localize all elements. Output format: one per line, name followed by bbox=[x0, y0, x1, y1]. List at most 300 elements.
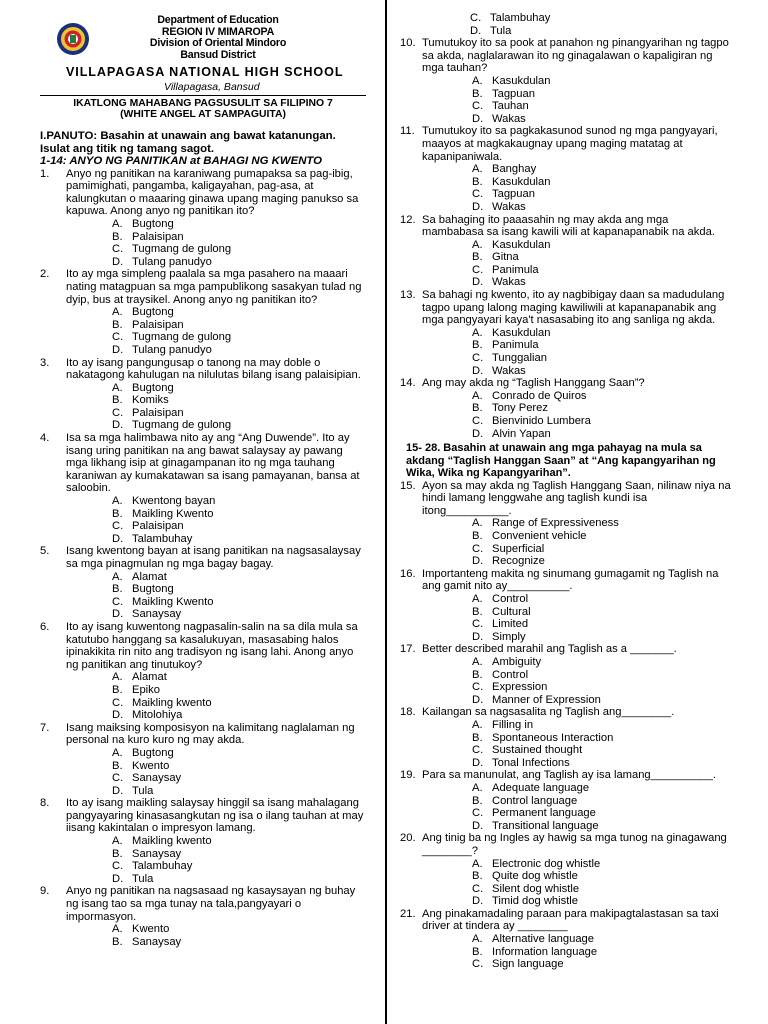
option-text: Tagpuan bbox=[492, 188, 535, 201]
question-text: Ang pinakamadaling paraan para makipagtalastasan sa taxi driver at tindera ay ________ bbox=[422, 907, 719, 933]
option bbox=[472, 593, 732, 606]
option bbox=[112, 407, 366, 420]
option-text: Control bbox=[492, 593, 529, 606]
option-text: Recognize bbox=[492, 555, 545, 568]
continued-options bbox=[400, 12, 732, 37]
option-letter: A. bbox=[472, 718, 483, 731]
right-column bbox=[400, 12, 732, 971]
question-item bbox=[40, 168, 366, 269]
option bbox=[472, 732, 732, 745]
option-letter: B. bbox=[112, 759, 123, 772]
question-text: Tumutukoy ito sa pook at panahon ng pinangyarihan ng tagpo sa akda, naglalarawan ito ng ginagalawan o kapaligiran ng mga tauhan? bbox=[422, 37, 729, 75]
option-text: Bugtong bbox=[132, 583, 174, 596]
option-text: Information language bbox=[492, 945, 598, 958]
option-letter: B. bbox=[472, 175, 483, 188]
option bbox=[472, 757, 732, 770]
exam-title-block bbox=[40, 98, 366, 120]
option bbox=[472, 782, 732, 795]
school-name: VILLAPAGASA NATIONAL HIGH SCHOOL bbox=[66, 65, 344, 79]
option-letter: C. bbox=[112, 331, 124, 344]
question-row bbox=[400, 125, 732, 163]
option-text: Maikling Kwento bbox=[132, 595, 214, 608]
option-text: Sanaysay bbox=[132, 935, 182, 948]
option-letter: A. bbox=[472, 933, 483, 946]
option-list bbox=[400, 656, 732, 706]
option-text: Alvin Yapan bbox=[492, 427, 551, 440]
option-letter: C. bbox=[112, 243, 124, 256]
question-text: Ito ay isang maikling salaysay hinggil sa isang mahalagang pangyayaring kinasasangkutan ng isa o ilang tauhan at may iisang kakintalan o impresyon lamang. bbox=[66, 797, 364, 835]
question-item bbox=[400, 37, 732, 125]
option-text: Wakas bbox=[492, 200, 526, 213]
question-number: 21. bbox=[400, 907, 416, 920]
question-text: Sa bahagi ng kwento, ito ay nagbibigay daan sa madudulang tagpo upang lalong maging kawiliwili at kapanapanabik ang mga pangyayari kaya't nasasabing ito ang sanliga ng akda. bbox=[422, 289, 725, 327]
option-letter: B. bbox=[472, 870, 483, 883]
option-text: Mitolohiya bbox=[132, 709, 183, 722]
option bbox=[472, 327, 732, 340]
question-row bbox=[40, 432, 366, 495]
question-text: Anyo ng panitikan na nagsasaad ng kasaysayan ng buhay ng isang tao sa mga tunay na tala,pangyayari o impormasyon. bbox=[66, 885, 356, 923]
option bbox=[112, 596, 366, 609]
option-letter: B. bbox=[472, 339, 483, 352]
question-text: Isang maiksing komposisyon na kalimitang naglalaman ng personal na kuro kuro ng may akda. bbox=[66, 721, 355, 747]
option-letter: B. bbox=[112, 935, 123, 948]
option bbox=[112, 382, 366, 395]
option-text: Alamat bbox=[132, 570, 167, 583]
option-text: Conrado de Quiros bbox=[492, 389, 587, 402]
option-text: Panimula bbox=[492, 263, 539, 276]
option-letter: D. bbox=[472, 200, 484, 213]
question-row bbox=[400, 289, 732, 327]
option-list bbox=[40, 923, 366, 948]
option-text: Gitna bbox=[492, 251, 519, 264]
option-text: Limited bbox=[492, 618, 529, 631]
option-letter: B. bbox=[472, 87, 483, 100]
option-text: Wakas bbox=[492, 112, 526, 125]
question-row bbox=[40, 545, 366, 570]
option-letter: D. bbox=[112, 784, 124, 797]
option-list bbox=[40, 835, 366, 885]
option bbox=[112, 873, 366, 886]
question-row bbox=[400, 643, 732, 656]
option-text: Tula bbox=[490, 24, 512, 37]
question-row bbox=[40, 621, 366, 671]
option bbox=[112, 331, 366, 344]
option-text: Maikling Kwento bbox=[132, 507, 214, 520]
option-letter: A. bbox=[112, 570, 123, 583]
option-letter: D. bbox=[472, 693, 484, 706]
option-letter: A. bbox=[472, 389, 483, 402]
option-text: Tugmang de gulong bbox=[132, 331, 232, 344]
question-text: Ito ay isang kuwentong nagpasalin-salin na sa dila mula sa katutubo hanggang sa kasalukuyan, masasabing halos ipinakikita rin nito ang tradisyon ng isang lahi. Anong anyo ng panitikan ang tinutukoy? bbox=[66, 620, 358, 671]
header bbox=[40, 12, 366, 121]
option bbox=[472, 251, 732, 264]
option-letter: C. bbox=[112, 406, 124, 419]
option bbox=[112, 671, 366, 684]
option bbox=[472, 820, 732, 833]
option bbox=[112, 747, 366, 760]
option-letter: C. bbox=[472, 263, 484, 276]
left-column bbox=[40, 12, 366, 948]
section-1-title: 1-14: ANYO NG PANITIKAN at BAHAGI NG KWENTO bbox=[40, 155, 323, 167]
option-text: Palaisipan bbox=[132, 230, 184, 243]
question-item bbox=[40, 722, 366, 798]
option bbox=[112, 394, 366, 407]
question-row bbox=[400, 37, 732, 75]
option-list bbox=[400, 719, 732, 769]
exam-title: IKATLONG MAHABANG PAGSUSULIT SA FILIPINO 7 bbox=[73, 98, 333, 109]
option-letter: C. bbox=[472, 188, 484, 201]
option bbox=[472, 681, 732, 694]
agency-block bbox=[98, 15, 338, 61]
option-letter: A. bbox=[472, 517, 483, 530]
option-text: Kasukdulan bbox=[492, 326, 551, 339]
option bbox=[472, 415, 732, 428]
question-text: Ito ay mga simpleng paalala sa mga pasahero na maaari nating matagpuan sa mga pampublikong sasakyan tulad ng dyip, bus at traysikel. Anong anyo ng panitikan ito? bbox=[66, 268, 362, 306]
question-number: 19. bbox=[400, 769, 416, 782]
option-letter: C. bbox=[112, 520, 124, 533]
question-text: Kailangan sa nagsasalita ng Taglish ang________. bbox=[422, 706, 675, 719]
option-text: Timid dog whistle bbox=[492, 895, 579, 908]
option-text: Bienvinido Lumbera bbox=[492, 415, 591, 427]
question-item bbox=[400, 568, 732, 644]
option bbox=[472, 239, 732, 252]
option bbox=[472, 188, 732, 201]
option-letter: D. bbox=[472, 276, 484, 289]
option-text: Filling in bbox=[492, 718, 534, 731]
option-text: Banghay bbox=[492, 163, 537, 176]
division-line: Division of Oriental Mindoro bbox=[149, 37, 287, 49]
option-letter: B. bbox=[112, 683, 123, 696]
option bbox=[472, 543, 732, 556]
option bbox=[470, 12, 732, 25]
option-letter: A. bbox=[112, 923, 123, 936]
question-item bbox=[400, 706, 732, 769]
option-letter: D. bbox=[470, 24, 482, 37]
option-letter: C. bbox=[112, 696, 124, 709]
option-list bbox=[40, 382, 366, 432]
option bbox=[472, 428, 732, 441]
question-row bbox=[40, 357, 366, 382]
option-list bbox=[400, 933, 732, 971]
question-row bbox=[400, 214, 732, 239]
question-item bbox=[40, 885, 366, 948]
option-letter: B. bbox=[472, 668, 483, 681]
option bbox=[472, 201, 732, 214]
question-row bbox=[400, 377, 732, 390]
question-number: 15. bbox=[400, 479, 416, 492]
option bbox=[472, 656, 732, 669]
section-2-title: 15- 28. Basahin at unawain ang mga pahayag na mula sa akdang “Taglish Hanggan Saan” at “Ang kapangyarihan ng Wika, Wika ng Kapangyarihan”. bbox=[406, 442, 716, 480]
header-rule bbox=[40, 95, 366, 96]
option-letter: C. bbox=[472, 415, 484, 427]
option-text: Bugtong bbox=[132, 217, 174, 230]
option-text: Tula bbox=[132, 872, 154, 885]
option-list bbox=[400, 782, 732, 832]
option bbox=[112, 760, 366, 773]
option-list bbox=[400, 327, 732, 377]
question-row bbox=[400, 769, 732, 782]
question-number: 8. bbox=[40, 797, 50, 810]
option-letter: A. bbox=[472, 656, 483, 668]
option bbox=[472, 795, 732, 808]
option bbox=[112, 256, 366, 269]
column-divider bbox=[385, 0, 387, 1024]
option-text: Panimula bbox=[492, 339, 539, 352]
option-text: Expression bbox=[492, 681, 548, 694]
option-letter: A. bbox=[472, 857, 483, 870]
question-text: Ang may akda ng “Taglish Hanggang Saan”? bbox=[422, 377, 645, 390]
option bbox=[112, 936, 366, 949]
option-letter: C. bbox=[112, 595, 124, 608]
question-text: Isa sa mga halimbawa nito ay ang “Ang Duwende”. Ito ay isang uring panitikan na ang bawat salaysay ay pawang mga likhang isip at ginagampanan ito ng mga tauhang karaniwan ay kumakatawan sa isang pamayanan, bansa at saloobin. bbox=[66, 432, 360, 495]
option-list bbox=[40, 747, 366, 797]
option bbox=[472, 75, 732, 88]
question-row bbox=[400, 706, 732, 719]
option bbox=[472, 807, 732, 820]
question-row bbox=[40, 885, 366, 923]
option bbox=[112, 835, 366, 848]
option-letter: D. bbox=[112, 419, 124, 432]
option-letter: D. bbox=[112, 255, 124, 268]
option-list bbox=[40, 218, 366, 268]
option-text: Range of Expressiveness bbox=[492, 517, 619, 530]
question-text: Isang kwentong bayan at isang panitikan na nagsasalaysay sa mga pinagmulan ng mga bagay bagay. bbox=[66, 545, 361, 570]
option-text: Bugtong bbox=[132, 306, 174, 319]
question-item bbox=[400, 480, 732, 568]
school-seal-icon bbox=[56, 22, 90, 56]
option-letter: B. bbox=[112, 847, 123, 860]
option-letter: A. bbox=[472, 74, 483, 87]
option-letter: B. bbox=[112, 394, 123, 407]
question-item bbox=[400, 289, 732, 377]
option bbox=[472, 100, 732, 113]
option-letter: A. bbox=[112, 835, 123, 848]
option bbox=[472, 870, 732, 883]
question-text: Better described marahil ang Taglish as a _______. bbox=[422, 643, 677, 656]
option-letter: A. bbox=[112, 746, 123, 759]
option bbox=[112, 319, 366, 332]
option-text: Tugmang de gulong bbox=[132, 419, 232, 432]
option-text: Convenient vehicle bbox=[492, 530, 587, 543]
option-list bbox=[400, 75, 732, 125]
option bbox=[472, 352, 732, 365]
option bbox=[472, 895, 732, 908]
option-letter: A. bbox=[472, 163, 483, 176]
option-text: Komiks bbox=[132, 394, 169, 407]
option-text: Kasukdulan bbox=[492, 175, 551, 188]
option-letter: B. bbox=[472, 731, 483, 744]
option bbox=[472, 88, 732, 101]
option-text: Superficial bbox=[492, 542, 545, 555]
question-item bbox=[400, 832, 732, 908]
question-number: 16. bbox=[400, 567, 416, 580]
option bbox=[472, 958, 732, 971]
option-text: Kwento bbox=[132, 923, 170, 936]
question-row bbox=[40, 722, 366, 747]
option bbox=[472, 530, 732, 543]
option bbox=[472, 858, 732, 871]
option-text: Sanaysay bbox=[132, 772, 182, 785]
option bbox=[472, 744, 732, 757]
option-text: Electronic dog whistle bbox=[492, 857, 601, 870]
option bbox=[472, 390, 732, 403]
question-row bbox=[400, 480, 732, 518]
question-number: 17. bbox=[400, 643, 416, 656]
question-number: 3. bbox=[40, 356, 50, 369]
question-text: Tumutukoy ito sa pagkakasunod sunod ng mga pangyayari, maayos at magkakaugnay upang maging matatag at kapanipaniwala. bbox=[422, 125, 718, 163]
question-item bbox=[40, 357, 366, 433]
school-address: Villapagasa, Bansud bbox=[164, 81, 260, 93]
option-text: Cultural bbox=[492, 605, 531, 618]
question-item bbox=[400, 769, 732, 832]
option-text: Bugtong bbox=[132, 746, 174, 759]
option-letter: A. bbox=[472, 326, 483, 339]
question-number: 5. bbox=[40, 545, 50, 558]
option-letter: B. bbox=[472, 530, 483, 543]
question-number: 20. bbox=[400, 832, 416, 845]
right-question-list-a bbox=[400, 37, 732, 440]
option-text: Control bbox=[492, 668, 529, 681]
option-letter: A. bbox=[472, 781, 483, 794]
right-question-list-b bbox=[400, 480, 732, 971]
option-text: Control language bbox=[492, 794, 578, 807]
option-letter: D. bbox=[112, 608, 124, 621]
option bbox=[112, 306, 366, 319]
question-number: 12. bbox=[400, 213, 416, 226]
option bbox=[472, 276, 732, 289]
option bbox=[112, 709, 366, 722]
option bbox=[472, 339, 732, 352]
option bbox=[112, 495, 366, 508]
question-item bbox=[400, 125, 732, 213]
option-letter: D. bbox=[472, 427, 484, 440]
question-number: 7. bbox=[40, 721, 50, 734]
option bbox=[472, 933, 732, 946]
option-text: Spontaneous Interaction bbox=[492, 731, 614, 744]
option bbox=[112, 508, 366, 521]
option-list bbox=[400, 517, 732, 567]
option bbox=[472, 163, 732, 176]
option bbox=[112, 697, 366, 710]
option-text: Palaisipan bbox=[132, 406, 184, 419]
option-letter: D. bbox=[472, 895, 484, 908]
option-text: Kwentong bayan bbox=[132, 495, 216, 508]
option-letter: C. bbox=[472, 958, 484, 971]
option-letter: B. bbox=[472, 794, 483, 807]
option-text: Wakas bbox=[492, 364, 526, 377]
option bbox=[112, 785, 366, 798]
question-number: 13. bbox=[400, 289, 416, 302]
option-text: Quite dog whistle bbox=[492, 870, 578, 883]
option-text: Tony Perez bbox=[492, 402, 548, 415]
option bbox=[112, 419, 366, 432]
option-letter: A. bbox=[112, 671, 123, 684]
question-text: Ayon sa may akda ng Taglish Hanggang Saan, nilinaw niya na hindi lamang lenggwahe ang taglish kundi isa itong__________. bbox=[422, 479, 731, 517]
option bbox=[472, 719, 732, 732]
option-text: Adequate language bbox=[492, 781, 590, 794]
option bbox=[112, 520, 366, 533]
option bbox=[472, 555, 732, 568]
question-item bbox=[40, 797, 366, 885]
option-text: Maikling kwento bbox=[132, 835, 212, 848]
option bbox=[112, 684, 366, 697]
question-text: Anyo ng panitikan na karaniwang pumapaksa sa pag-ibig, pamimighati, pangamba, kaligayahan, pag-asa, at kalungkutan o maaaring ginawa upang maging panukso sa kapuwa. Anong anyo ng panitikan ito? bbox=[66, 167, 359, 218]
option-letter: A. bbox=[472, 238, 483, 251]
option-text: Talambuhay bbox=[490, 12, 551, 24]
option-letter: B. bbox=[472, 251, 483, 264]
option-letter: C. bbox=[112, 860, 124, 873]
option-letter: C. bbox=[472, 542, 484, 555]
option-letter: A. bbox=[112, 381, 123, 394]
question-row bbox=[400, 908, 732, 933]
option-letter: B. bbox=[112, 507, 123, 520]
option-letter: C. bbox=[472, 352, 484, 365]
option-list bbox=[400, 593, 732, 643]
question-item bbox=[400, 643, 732, 706]
option-text: Tulang panudyo bbox=[132, 255, 212, 268]
option-letter: B. bbox=[112, 583, 123, 596]
question-text: Ito ay isang pangungusap o tanong na may doble o nakatagong kahulugan na nilulutas bilang isang palaisipian. bbox=[66, 356, 361, 382]
option-letter: B. bbox=[112, 318, 123, 331]
question-item bbox=[400, 377, 732, 440]
question-item bbox=[40, 545, 366, 621]
option-letter: B. bbox=[472, 402, 483, 415]
option-letter: A. bbox=[112, 217, 123, 230]
option bbox=[472, 113, 732, 126]
option-letter: B. bbox=[472, 945, 483, 958]
question-text: Importanteng makita ng sinumang gumagamit ng Taglish na ang gamit nito ay__________. bbox=[422, 567, 719, 593]
option bbox=[112, 571, 366, 584]
option bbox=[112, 583, 366, 596]
option-letter: D. bbox=[472, 364, 484, 377]
option-text: Maikling kwento bbox=[132, 696, 212, 709]
option bbox=[472, 402, 732, 415]
option bbox=[472, 618, 732, 631]
option-letter: D. bbox=[472, 112, 484, 125]
option-text: Manner of Expression bbox=[492, 693, 601, 706]
option-list bbox=[40, 495, 366, 545]
option-text: Kasukdulan bbox=[492, 74, 551, 87]
option-letter: D. bbox=[112, 709, 124, 722]
question-text: Ang tinig ba ng Ingles ay hawig sa mga tunog na ginagawang ________? bbox=[422, 832, 727, 857]
option-text: Talambuhay bbox=[132, 532, 193, 545]
question-row bbox=[40, 797, 366, 835]
question-number: 2. bbox=[40, 268, 50, 281]
option-letter: D. bbox=[472, 819, 484, 832]
option-text: Tagpuan bbox=[492, 87, 535, 100]
question-row bbox=[400, 832, 732, 857]
left-question-list bbox=[40, 168, 366, 949]
option-letter: C. bbox=[472, 744, 484, 757]
option bbox=[472, 883, 732, 896]
option-text: Tunggalian bbox=[492, 352, 547, 365]
option-text: Permanent language bbox=[492, 807, 596, 820]
exam-sections: (WHITE ANGEL AT SAMPAGUITA) bbox=[120, 109, 286, 121]
option-text: Kwento bbox=[132, 759, 170, 772]
option bbox=[112, 923, 366, 936]
question-number: 4. bbox=[40, 432, 50, 445]
option-text: Tonal Infections bbox=[492, 756, 570, 769]
option-text: Alternative language bbox=[492, 933, 595, 946]
option bbox=[112, 218, 366, 231]
option-letter: B. bbox=[472, 605, 483, 618]
question-number: 9. bbox=[40, 885, 50, 898]
option-text: Simply bbox=[492, 630, 526, 643]
option bbox=[112, 243, 366, 256]
option bbox=[112, 344, 366, 357]
option-list bbox=[400, 858, 732, 908]
option bbox=[470, 25, 732, 38]
